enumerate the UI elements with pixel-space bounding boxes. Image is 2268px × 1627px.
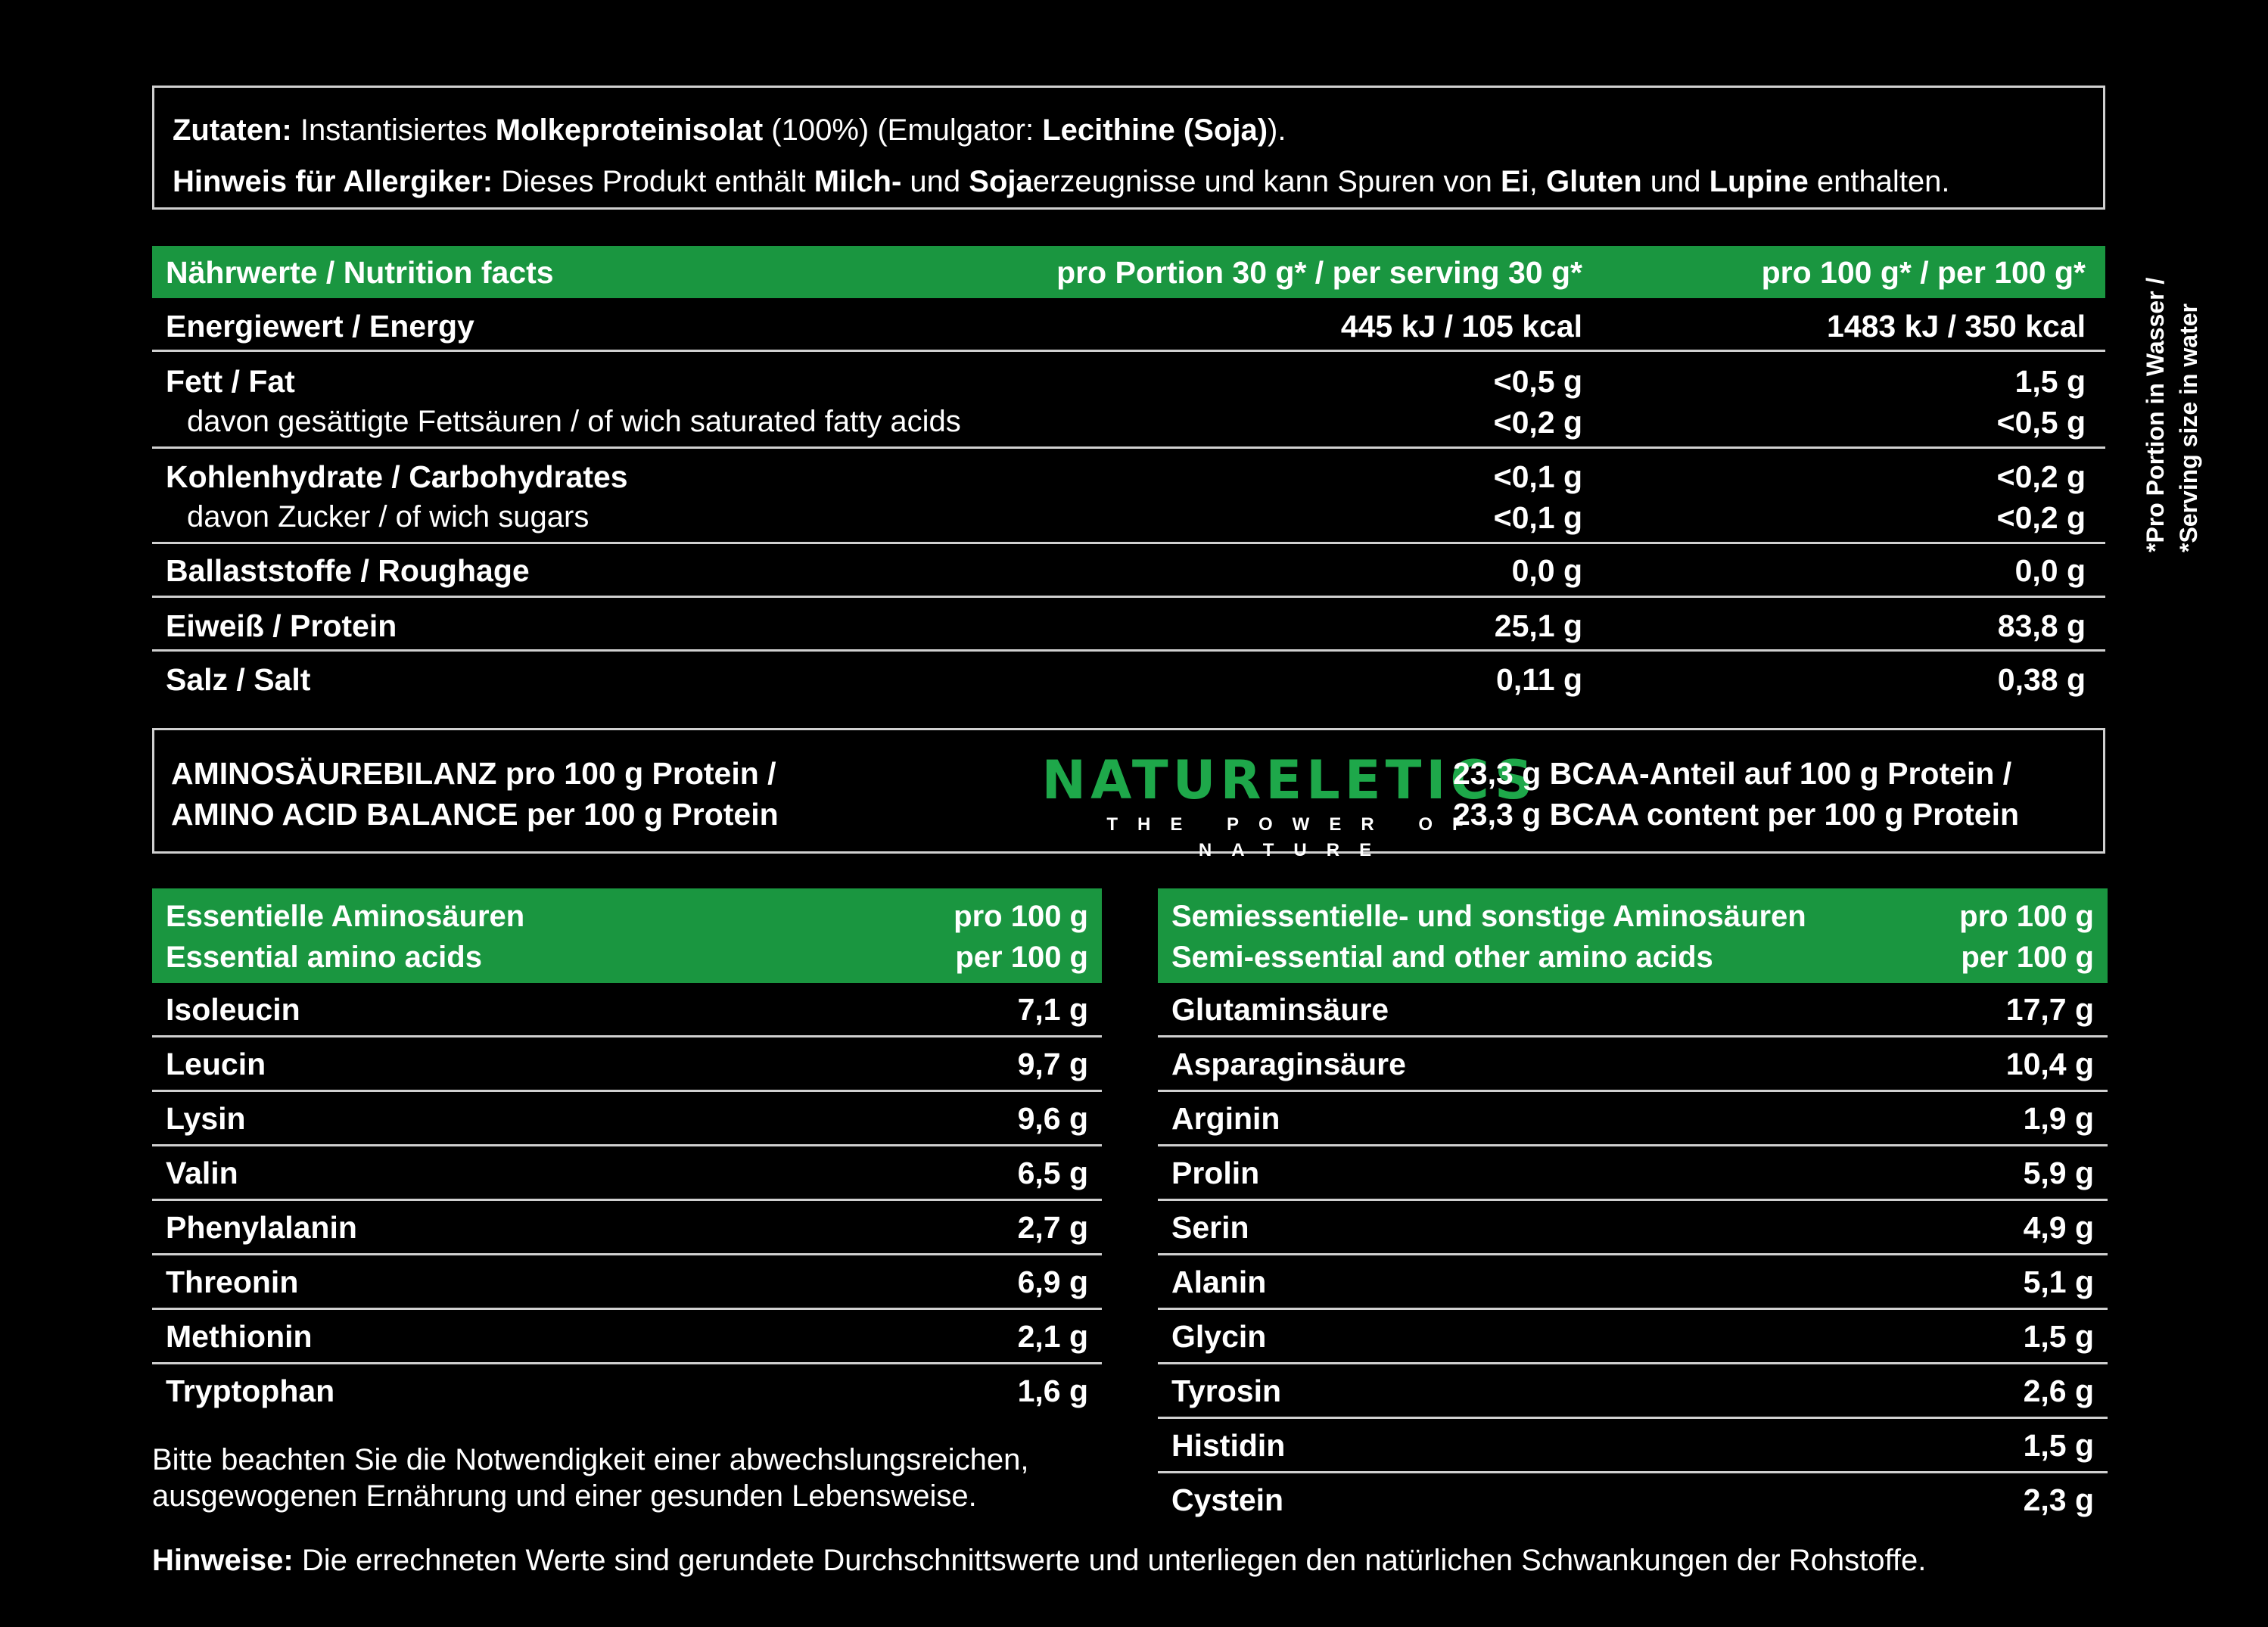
nutrition-label: Energiewert / Energy [166, 309, 474, 344]
nutrition-label: Ballaststoffe / Roughage [166, 553, 530, 588]
ingredients-bold: Lecithine (Soja) [1042, 114, 1268, 147]
amino-row [152, 1146, 1102, 1201]
amino-name: Arginin [1171, 1101, 1280, 1136]
amino-row [1158, 983, 2108, 1037]
bcaa-line: 23,3 g BCAA content per 100 g Protein [1453, 797, 2020, 832]
amino-row [152, 1310, 1102, 1364]
nutrition-serving-value: 0,11 g [1496, 662, 1582, 697]
amino-row [152, 983, 1102, 1037]
nutrition-sublabel: davon Zucker / of wich sugars [187, 500, 590, 534]
nutrition-label: Fett / Fat [166, 364, 295, 399]
allergy-bold: Soja [969, 165, 1033, 198]
diet-note-line: Bitte beachten Sie die Notwendigkeit einer abwechslungsreichen, [152, 1443, 1029, 1476]
nutrition-serving-value: <0,1 g [1493, 459, 1582, 494]
nutrition-row-salt [152, 652, 2105, 705]
essential-title-de: Essentielle Aminosäuren [166, 900, 525, 933]
semi-unit-en: per 100 g [1961, 941, 2094, 974]
allergy-bold: Ei [1500, 165, 1529, 198]
amino-name: Tryptophan [166, 1373, 335, 1408]
amino-name: Asparaginsäure [1171, 1047, 1406, 1081]
serving-note-line: *Serving size in water [2175, 303, 2202, 552]
amino-name: Glycin [1171, 1319, 1267, 1354]
nutrition-header-per100: pro 100 g* / per 100 g* [1761, 255, 2086, 290]
essential-amino-unit [954, 896, 1088, 978]
amino-value: 5,9 g [2023, 1156, 2094, 1190]
amino-name: Phenylalanin [166, 1210, 357, 1245]
nutrition-per100-value: 83,8 g [1997, 608, 2086, 643]
amino-value: 2,1 g [1017, 1319, 1088, 1354]
amino-value: 4,9 g [2023, 1210, 2094, 1245]
serving-size-note-text [2139, 250, 2205, 552]
amino-row [1158, 1310, 2108, 1364]
ingredients-box [152, 86, 2105, 210]
amino-row [1158, 1419, 2108, 1473]
amino-row [152, 1092, 1102, 1146]
essential-amino-rows [152, 983, 1102, 1419]
amino-value: 1,5 g [2023, 1428, 2094, 1463]
nutrition-per100-value: <0,5 g [1996, 405, 2086, 440]
ingredients-bold: Molkeproteinisolat [495, 114, 764, 147]
amino-row [152, 1255, 1102, 1310]
amino-value: 17,7 g [2005, 992, 2094, 1027]
allergy-text: Dieses Produkt enthält [493, 165, 814, 198]
amino-name: Histidin [1171, 1428, 1286, 1463]
amino-name: Prolin [1171, 1156, 1260, 1190]
nutrition-row-fiber [152, 544, 2105, 598]
amino-value: 2,3 g [2023, 1482, 2094, 1517]
nutrition-serving-value: <0,2 g [1493, 405, 1582, 440]
nutrition-serving-value: 25,1 g [1494, 608, 1582, 643]
amino-name: Valin [166, 1156, 238, 1190]
amino-row [1158, 1255, 2108, 1310]
nutrition-serving-value: <0,1 g [1493, 500, 1582, 535]
amino-name: Leucin [166, 1047, 266, 1081]
ingredients-label: Zutaten: [173, 114, 292, 147]
amino-name: Threonin [166, 1265, 299, 1299]
amino-value: 2,7 g [1017, 1210, 1088, 1245]
semi-title-de: Semiessentielle- und sonstige Aminosäuren [1171, 900, 1806, 933]
amino-balance-title [171, 753, 779, 835]
nutrition-row-protein [152, 598, 2105, 652]
allergy-text: und [1641, 165, 1710, 198]
essential-title-en: Essential amino acids [166, 941, 482, 974]
ingredients-text: ). [1268, 114, 1286, 147]
amino-name: Isoleucin [166, 992, 300, 1027]
amino-row [1158, 1201, 2108, 1255]
ingredients-text: (100%) (Emulgator: [763, 114, 1043, 147]
nutrition-header-serving: pro Portion 30 g* / per serving 30 g* [1056, 255, 1582, 290]
amino-balance-line: AMINOSÄUREBILANZ pro 100 g Protein / [171, 756, 776, 791]
allergy-line [173, 156, 2085, 207]
amino-value: 6,5 g [1017, 1156, 1088, 1190]
amino-name: Tyrosin [1171, 1373, 1282, 1408]
nutrition-per100-value: 0,38 g [1997, 662, 2086, 697]
nutrition-per100-value: 0,0 g [2014, 553, 2086, 588]
amino-value: 10,4 g [2005, 1047, 2094, 1081]
essential-amino-title [166, 896, 524, 978]
amino-value: 6,9 g [1017, 1265, 1088, 1299]
diet-note-line: ausgewogenen Ernährung und einer gesunden Lebensweise. [152, 1479, 977, 1513]
nutrition-row-energy [152, 298, 2105, 352]
allergy-bold: Lupine [1709, 165, 1809, 198]
bcaa-line: 23,3 g BCAA-Anteil auf 100 g Protein / [1453, 756, 2012, 791]
amino-row [1158, 1037, 2108, 1092]
semi-unit-de: pro 100 g [1959, 900, 2094, 933]
amino-name: Methionin [166, 1319, 313, 1354]
amino-row [1158, 1473, 2108, 1528]
amino-name: Serin [1171, 1210, 1249, 1245]
amino-value: 7,1 g [1017, 992, 1088, 1027]
amino-value: 2,6 g [2023, 1373, 2094, 1408]
amino-value: 1,5 g [2023, 1319, 2094, 1354]
amino-row [1158, 1364, 2108, 1419]
nutrition-per100-value: <0,2 g [1996, 500, 2086, 535]
nutrition-label: Eiweiß / Protein [166, 608, 397, 643]
nutrition-row-carbs [152, 449, 2105, 544]
amino-row [152, 1201, 1102, 1255]
amino-name: Lysin [166, 1101, 246, 1136]
amino-row [152, 1037, 1102, 1092]
essential-amino-table [152, 888, 1102, 1419]
allergy-text: enthalten. [1808, 165, 1950, 198]
nutrition-label: Salz / Salt [166, 662, 311, 697]
amino-name: Cystein [1171, 1482, 1284, 1517]
nutrition-label: Kohlenhydrate / Carbohydrates [166, 459, 628, 494]
footer-note [152, 1544, 1926, 1578]
serving-size-note [2139, 250, 2222, 552]
allergy-text: und [901, 165, 969, 198]
amino-value: 1,9 g [2023, 1101, 2094, 1136]
nutrition-serving-value: 0,0 g [1511, 553, 1582, 588]
allergy-label: Hinweis für Allergiker: [173, 165, 493, 198]
allergy-bold: Gluten [1545, 165, 1642, 198]
semi-amino-title [1171, 896, 1806, 978]
nutrition-per100-value: 1483 kJ / 350 kcal [1827, 309, 2086, 344]
brand-logo-tagline: THE POWER OF NATURE [1106, 814, 1483, 860]
allergy-bold: Milch- [814, 165, 902, 198]
amino-value: 9,7 g [1017, 1047, 1088, 1081]
semi-title-en: Semi-essential and other amino acids [1171, 941, 1713, 974]
semi-amino-rows [1158, 983, 2108, 1528]
amino-value: 9,6 g [1017, 1101, 1088, 1136]
footer-text: Die errechneten Werte sind gerundete Durchschnittswerte und unterliegen den natürlichen Schwankungen der Rohstoffe. [293, 1544, 1927, 1577]
nutrition-header-label: Nährwerte / Nutrition facts [166, 255, 554, 290]
diet-note [152, 1442, 1029, 1514]
semi-amino-unit [1959, 896, 2094, 978]
amino-row [152, 1364, 1102, 1419]
nutrition-header [152, 246, 2105, 298]
brand-logo-wordmark: NATURELETICS [1041, 749, 1538, 811]
amino-name: Alanin [1171, 1265, 1267, 1299]
bcaa-content [1453, 753, 2019, 835]
nutrition-serving-value: <0,5 g [1493, 364, 1582, 399]
nutrition-per100-value: 1,5 g [2014, 364, 2086, 399]
amino-balance-box [152, 728, 2105, 860]
amino-row [1158, 1146, 2108, 1201]
nutrition-row-fat [152, 352, 2105, 449]
amino-value: 1,6 g [1017, 1373, 1088, 1408]
nutrition-table [152, 246, 2105, 705]
amino-name: Glutaminsäure [1171, 992, 1389, 1027]
nutrition-sublabel: davon gesättigte Fettsäuren / of wich saturated fatty acids [187, 405, 961, 438]
amino-value: 5,1 g [2023, 1265, 2094, 1299]
essential-amino-header [152, 888, 1102, 983]
allergy-text: , [1529, 165, 1546, 198]
semi-amino-header [1158, 888, 2108, 983]
essential-unit-de: pro 100 g [954, 900, 1088, 933]
amino-row [1158, 1092, 2108, 1146]
nutrition-per100-value: <0,2 g [1996, 459, 2086, 494]
ingredients-text: Instantisiertes [291, 114, 496, 147]
serving-note-line: *Pro Portion in Wasser / [2142, 277, 2169, 552]
ingredients-line [173, 104, 2085, 156]
amino-balance-line: AMINO ACID BALANCE per 100 g Protein [171, 797, 779, 832]
semi-essential-amino-table [1158, 888, 2108, 1528]
footer-label: Hinweise: [152, 1544, 294, 1577]
essential-unit-en: per 100 g [955, 941, 1088, 974]
allergy-text: erzeugnisse und kann Spuren von [1032, 165, 1501, 198]
nutrition-serving-value: 445 kJ / 105 kcal [1340, 309, 1582, 344]
